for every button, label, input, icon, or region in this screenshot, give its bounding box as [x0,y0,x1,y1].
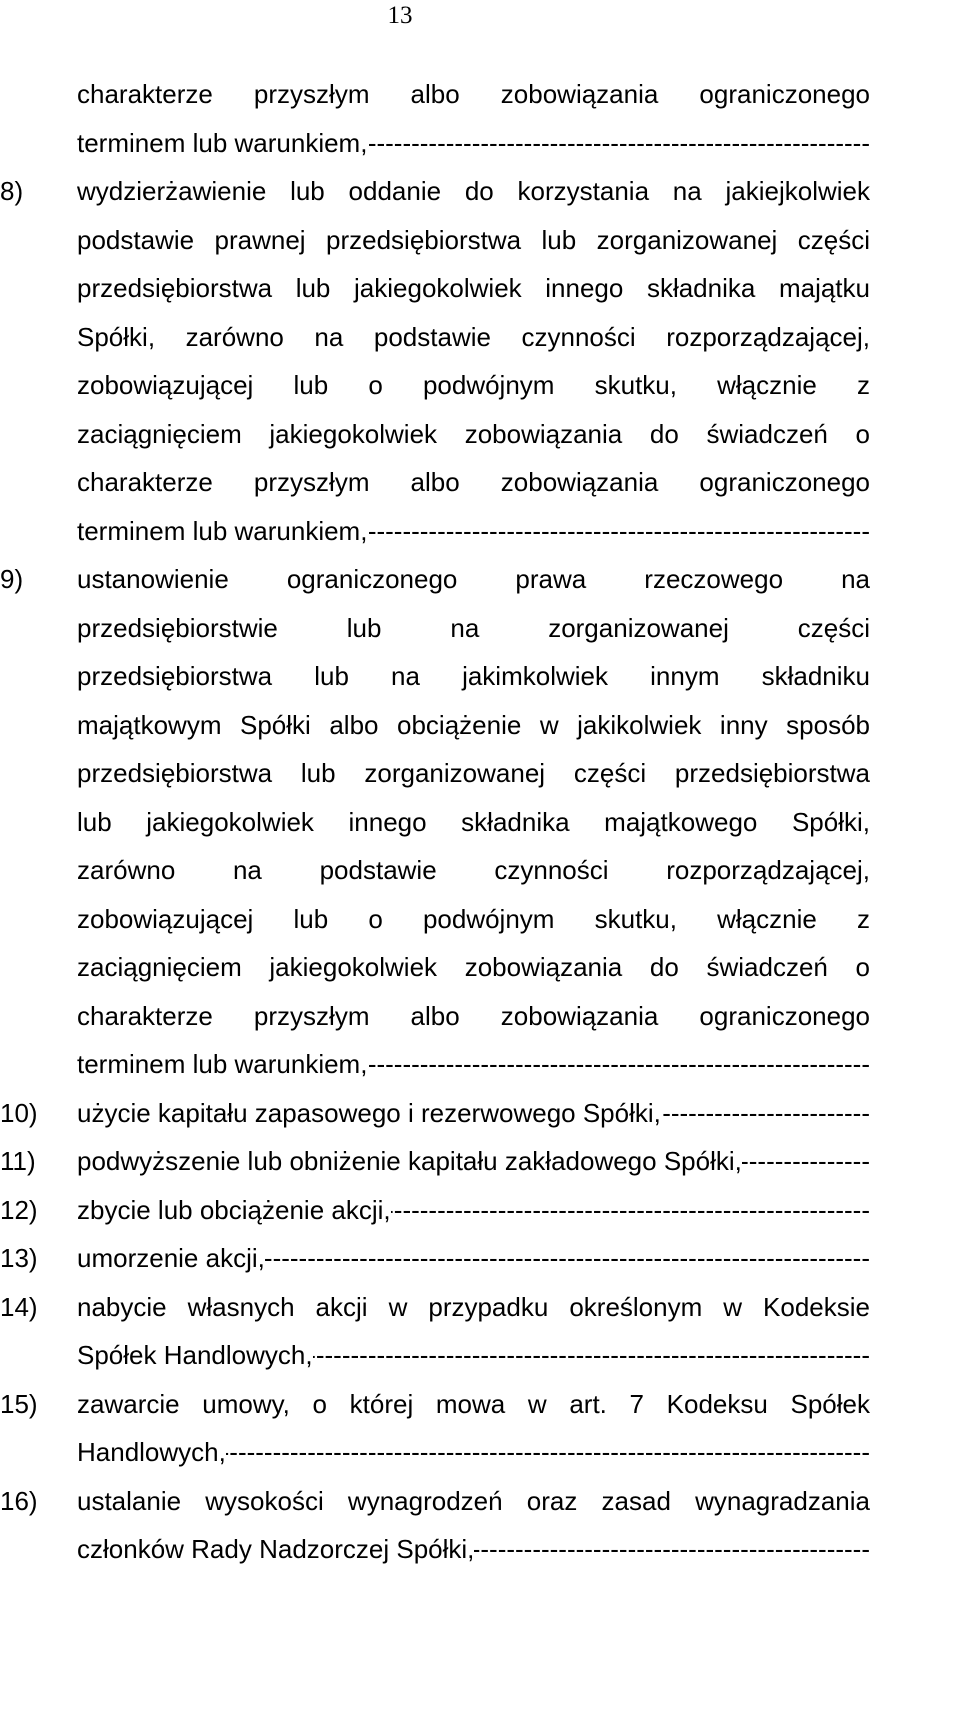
line-text: charakterze przyszłym albo zobowiązania ograniczonego [77,79,870,109]
dash-filler [367,507,870,556]
document-line [0,1040,960,1089]
document-line [0,1137,960,1186]
line-text: terminem lub warunkiem, [77,515,368,546]
page-number: 13 [387,2,413,29]
line-text: terminem lub warunkiem, [77,127,368,158]
line-text: wydzierżawienie lub oddanie do korzystania na jakiejkolwiek [77,176,870,206]
document-line [0,1089,960,1138]
line-text: charakterze przyszłym albo zobowiązania ograniczonego [77,1000,870,1031]
list-item-number: 8) [0,176,24,206]
dash-filler [391,1186,870,1235]
document-line [0,1283,960,1332]
line-text: zobowiązującej lub o podwójnym skutku, włącznie z [77,903,870,934]
line-text: charakterze przyszłym albo zobowiązania ograniczonego [77,467,870,497]
line-text: podstawie prawnej przedsiębiorstwa lub zorganizowanej części [77,224,870,255]
line-text: przedsiębiorstwie lub na zorganizowanej części [77,612,870,643]
line-text: lub jakiegokolwiek innego składnika majątkowego Spółki, [77,806,870,837]
document-line [0,1331,960,1380]
document-line [0,1525,960,1574]
list-item-number: 9) [0,564,24,594]
document-line [0,1380,960,1429]
line-text: zaciągnięciem jakiegokolwiek zobowiązania do świadczeń o [77,418,870,449]
document-line [0,798,960,847]
list-item-number: 16) [0,1485,38,1516]
document-line [0,1428,960,1477]
document-line [0,749,960,798]
line-text: podwyższenie lub obniżenie kapitału zakładowego Spółki, [77,1146,742,1176]
document-line [0,216,960,265]
line-text: ustanowienie ograniczonego prawa rzeczowego na [77,564,870,594]
line-text: przedsiębiorstwa lub jakiegokolwiek innego składnika majątku [77,273,870,303]
dash-filler [474,1525,870,1574]
document-line [0,943,960,992]
line-text: umorzenie akcji, [77,1243,265,1273]
line-text: zbycie lub obciążenie akcji, [77,1194,391,1225]
document-line [0,604,960,653]
document-line [0,167,960,216]
line-text: ustalanie wysokości wynagrodzeń oraz zasad wynagradzania [77,1485,870,1516]
list-item-number: 10) [0,1097,38,1128]
line-text: zobowiązującej lub o podwójnym skutku, włącznie z [77,370,870,400]
dash-filler [226,1428,870,1477]
document-body [0,70,960,1574]
document-line [0,701,960,750]
dash-filler [661,1089,870,1138]
dash-filler [367,119,870,168]
line-text: Spółek Handlowych, [77,1340,313,1370]
line-text: przedsiębiorstwa lub na jakimkolwiek innym składniku [77,661,870,691]
dash-filler [313,1331,870,1380]
list-item-number: 11) [0,1146,36,1176]
document-line [0,410,960,459]
dash-filler [367,1040,870,1089]
line-text: majątkowym Spółki albo obciążenie w jakikolwiek inny sposób [77,709,870,740]
list-item-number: 12) [0,1194,38,1225]
document-line [0,555,960,604]
document-line [0,313,960,362]
document-line [0,361,960,410]
line-text: przedsiębiorstwa lub zorganizowanej części przedsiębiorstwa [77,758,870,788]
list-item-number: 13) [0,1243,38,1273]
line-text: członków Rady Nadzorczej Spółki, [77,1534,475,1564]
document-line [0,846,960,895]
line-text: nabycie własnych akcji w przypadku określonym w Kodeksie [77,1291,870,1322]
document-line [0,70,960,119]
list-item-number: 14) [0,1291,38,1322]
document-line [0,1186,960,1235]
line-text: zawarcie umowy, o której mowa w art. 7 Kodeksu Spółek [77,1388,870,1419]
document-line [0,992,960,1041]
line-text: terminem lub warunkiem, [77,1049,368,1079]
document-line [0,458,960,507]
line-text: zarówno na podstawie czynności rozporządzającej, [77,855,870,885]
document-line [0,895,960,944]
line-text: Handlowych, [77,1437,226,1467]
document-line [0,1234,960,1283]
document-line [0,507,960,556]
line-text: użycie kapitału zapasowego i rezerwowego Spółki, [77,1097,661,1128]
line-text: zaciągnięciem jakiegokolwiek zobowiązania do świadczeń o [77,952,870,982]
dash-filler [265,1234,870,1283]
document-line [0,1477,960,1526]
document-line [0,652,960,701]
line-text: Spółki, zarówno na podstawie czynności rozporządzającej, [77,321,870,352]
document-line [0,264,960,313]
document-line [0,119,960,168]
dash-filler [742,1137,870,1186]
list-item-number: 15) [0,1388,38,1419]
